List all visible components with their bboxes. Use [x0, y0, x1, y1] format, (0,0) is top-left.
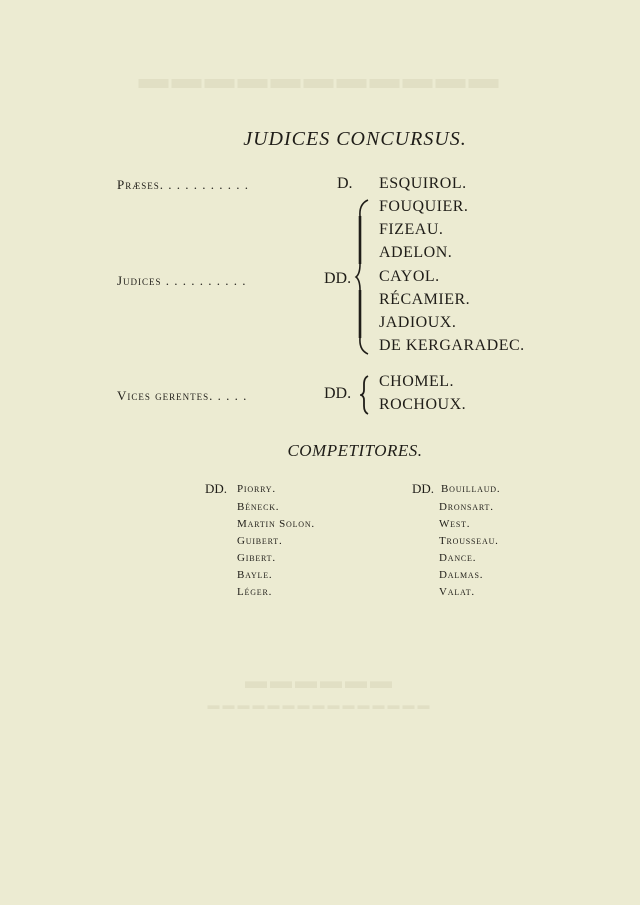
judices-brace: [354, 198, 370, 356]
judex-name: JADIOUX.: [379, 314, 457, 331]
competitor-name: Dronsart.: [439, 501, 494, 513]
bleed-through-shadow: ▬▬▬▬▬▬: [245, 668, 395, 693]
judex-name: CAYOL.: [379, 268, 440, 285]
competitor-name: Martin Solon.: [237, 518, 315, 530]
competitor-name: Bouillaud.: [441, 483, 501, 495]
vice-name: CHOMEL.: [379, 373, 455, 390]
competitor-name: Piorry.: [237, 483, 276, 495]
page-title: JUDICES CONCURSUS.: [243, 128, 467, 150]
vice-name: ROCHOUX.: [379, 396, 467, 413]
judices-dd: DD.: [324, 270, 352, 287]
praeses-dd: D.: [337, 175, 353, 192]
vices-brace: [360, 374, 370, 416]
bleed-through-shadow: ▬▬▬▬▬▬▬▬▬▬▬▬▬▬▬: [207, 698, 433, 712]
judices-label: Judices . . . . . . . . . .: [117, 273, 247, 288]
judex-name: ADELON.: [379, 244, 453, 261]
judex-name: FOUQUIER.: [379, 198, 469, 215]
competitor-name: Guibert.: [237, 535, 283, 547]
vices-dd: DD.: [324, 385, 352, 402]
bleed-through-shadow: ▬▬▬▬▬▬▬▬▬▬▬: [138, 62, 502, 95]
praeses-name: ESQUIROL.: [379, 175, 467, 192]
judex-name: DE KERGARADEC.: [379, 337, 525, 354]
competitor-name: Trousseau.: [439, 535, 499, 547]
competitor-name: Dance.: [439, 552, 477, 564]
competitor-name: Béneck.: [237, 501, 280, 513]
competitores-right-dd: DD.: [412, 481, 435, 496]
competitor-name: West.: [439, 518, 471, 530]
competitor-name: Dalmas.: [439, 569, 484, 581]
competitor-name: Léger.: [237, 586, 273, 598]
competitor-name: Bayle.: [237, 569, 273, 581]
praeses-label: Præses. . . . . . . . . . .: [117, 177, 249, 192]
competitor-name: Gibert.: [237, 552, 276, 564]
judex-name: FIZEAU.: [379, 221, 444, 238]
judex-name: RÉCAMIER.: [379, 291, 471, 308]
competitores-title: COMPETITORES.: [287, 441, 423, 460]
vices-label: Vices gerentes. . . . .: [117, 388, 248, 403]
competitores-left-dd: DD.: [205, 481, 228, 496]
competitor-name: Valat.: [439, 586, 475, 598]
